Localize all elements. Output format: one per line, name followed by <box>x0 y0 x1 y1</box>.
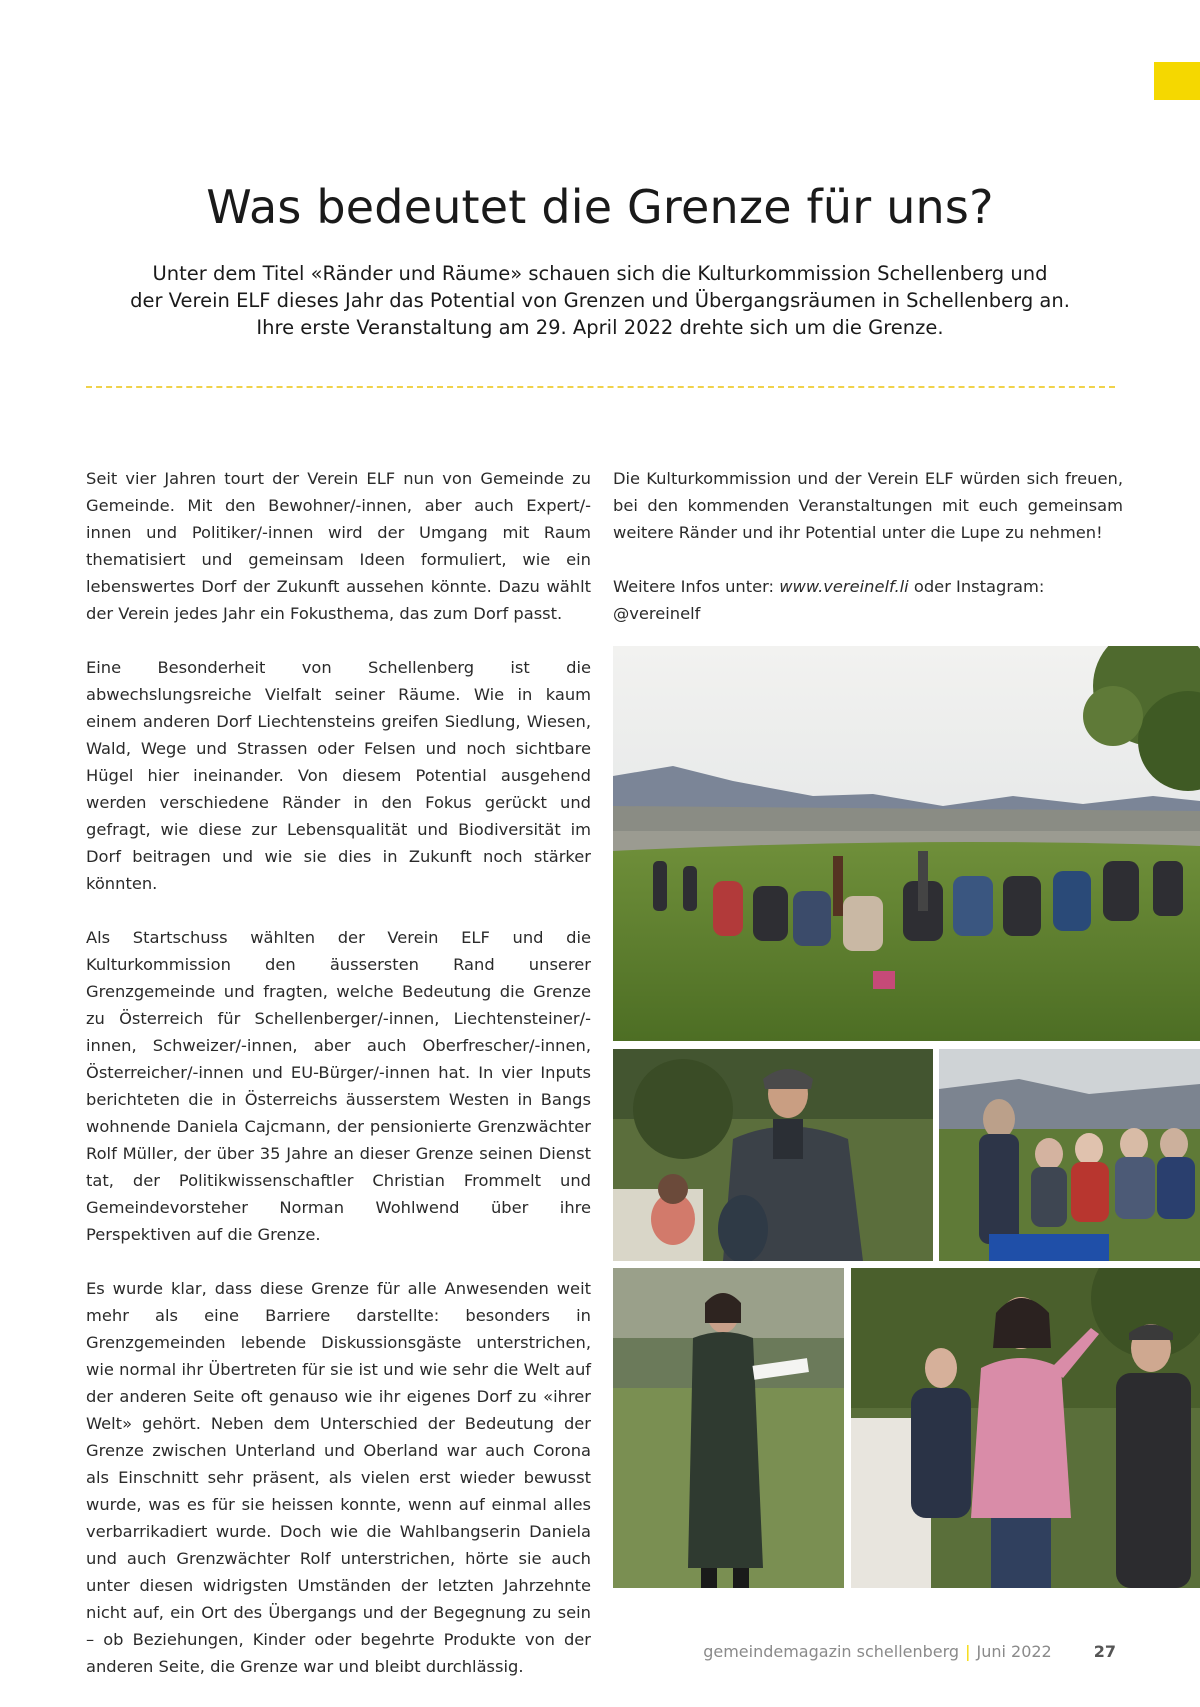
footer-issue: Juni 2022 <box>976 1642 1052 1661</box>
lead-paragraph <box>110 260 1090 341</box>
yellow-corner-tab <box>1154 62 1200 100</box>
body-paragraph-1: Seit vier Jahren tourt der Verein ELF nun von Gemeinde zu Gemeinde. Mit den Bewohner/-innen, aber auch Expert/-innen und Politiker/-innen wird der Umgang mit Raum thematisiert und gemeinsam Ideen formuliert, wie ein lebenswertes Dorf der Zukunft aussehen könnte. Dazu wählt der Verein jedes Jahr ein Fokusthema, das zum Dorf passt. <box>86 469 591 623</box>
footer-separator: | <box>965 1642 971 1661</box>
photo-woman-writing <box>613 1268 844 1588</box>
footer-magazine-name: gemeindemagazin schellenberg <box>703 1642 960 1661</box>
page-title: Was bedeutet die Grenze für uns? <box>206 180 994 234</box>
website-link[interactable]: www.vereinelf.li <box>779 577 909 596</box>
info-suffix: oder Instagram: @vereinelf <box>613 577 1045 623</box>
lead-line-1: Unter dem Titel «Ränder und Räume» schauen sich die Kulturkommission Schellenberg und <box>152 262 1048 285</box>
right-column <box>613 465 1123 654</box>
page-number: 27 <box>1093 1642 1116 1661</box>
photo-woman-pointing <box>851 1268 1200 1588</box>
closing-paragraph: Die Kulturkommission und der Verein ELF würden sich freuen, bei den kommenden Veranstaltungen mit euch gemeinsam weitere Ränder und ihr Potential unter die Lupe zu nehmen! <box>613 469 1123 542</box>
left-column <box>86 465 591 1707</box>
lead-line-3: Ihre erste Veranstaltung am 29. April 2022 drehte sich um die Grenze. <box>256 316 944 339</box>
body-paragraph-3: Als Startschuss wählten der Verein ELF und die Kulturkommission den äussersten Rand unserer Grenzgemeinde und fragten, welche Bedeutung die Grenze zu Österreich für Schellenberger/-innen, Liechtensteiner/-innen, Schweizer/-innen, aber auch Oberfrescher/-innen, Österreicher/-innen und EU-Bürger/-innen hat. In vier Inputs berichteten die in Österreichs äusserstem Westen in Bangs wohnende Daniela Cajcmann, der pensionierte Grenzwächter Rolf Müller, der über 35 Jahre an dieser Grenze seinen Dienst tat, der Politikwissenschaftler Christian Frommelt und Gemeindevorsteher Norman Wohlwend über ihre Perspektiven auf die Grenze. <box>86 928 591 1244</box>
photo-seated-audience <box>939 1049 1200 1261</box>
dashed-divider <box>86 386 1115 388</box>
info-prefix: Weitere Infos unter: <box>613 577 780 596</box>
body-paragraph-4: Es wurde klar, dass diese Grenze für alle Anwesenden weit mehr als eine Barriere darstellte: besonders in Grenzgemeinden lebende Diskussionsgäste unterstrichen, wie normal ihr Übertreten für sie ist und wie sehr die Welt auf der anderen Seite oft genauso wie ihr eigenes Dorf zu «ihrer Welt» gehört. Neben dem Unterschied der Bedeutung der Grenze zwischen Unterland und Oberland war auch Corona als Einschnitt sehr präsent, als vielen erst wieder bewusst wurde, was es für sie heissen konnte, wenn auf einmal alles verbarrikadiert wurde. Doch wie die Wahlbangserin Daniela und auch Grenzwächter Rolf unterstrichen, hörte sie auch unter diesen widrigsten Umständen der letzten Jahrzehnte nicht auf, ein Ort des Übergangs und der Begegnung zu sein – ob Beziehungen, Kinder oder begehrte Produkte von der anderen Seite, die Grenze war und bleibt durchlässig. <box>86 1279 591 1676</box>
page-footer <box>700 1642 1116 1661</box>
photo-event-meadow-audience <box>613 646 1200 1041</box>
photo-speaker-man <box>613 1049 933 1261</box>
lead-line-2: der Verein ELF dieses Jahr das Potential von Grenzen und Übergangsräumen in Schellenberg an. <box>130 289 1070 312</box>
body-paragraph-2: Eine Besonderheit von Schellenberg ist die abwechslungsreiche Vielfalt seiner Räume. Wie in kaum einem anderen Dorf Liechtensteins greifen Siedlung, Wiesen, Wald, Wege und Strassen oder Felsen und noch sichtbare Hügel hier ineinander. Von diesem Potential ausgehend werden verschiedene Ränder in den Fokus gerückt und gefragt, wie diese zur Lebensqualität und Biodiversität im Dorf beitragen und wie sie dies in Zukunft noch stärker könnten. <box>86 658 591 893</box>
info-line <box>613 573 1123 627</box>
